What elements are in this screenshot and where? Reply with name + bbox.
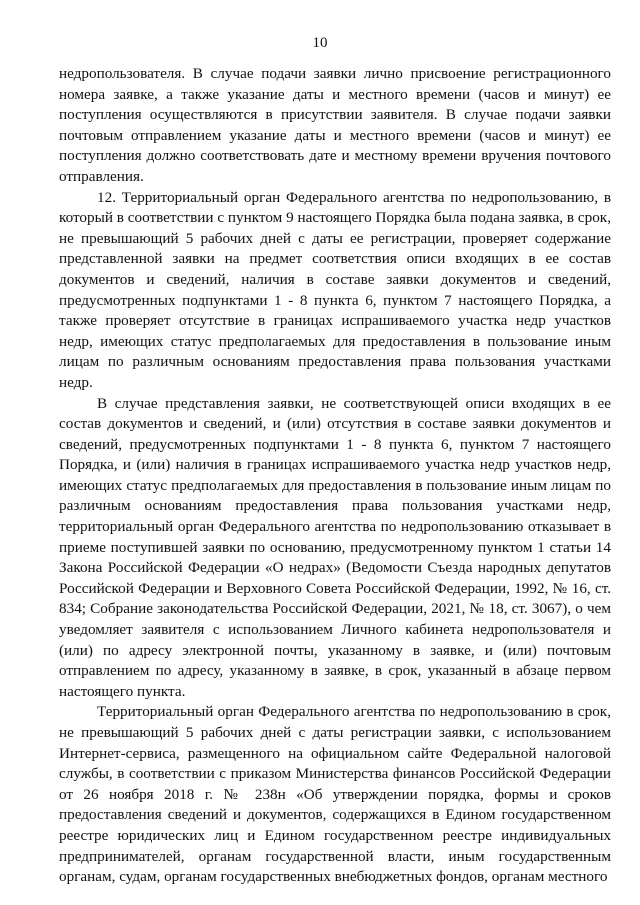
paragraph-continuation: недропользователя. В случае подачи заявки лично присвоение регистрационного номера заявке, а также указание даты и местного времени (часов и минут) ее поступления осуществляются в присутствии заявителя. В случае подачи заявки почтовым отправлением указание даты и местного времени (часов и минут) ее поступления должно соответствовать дате и местному времени вручения почтового отправления. [59,65,611,185]
paragraph-territorial-body-check: Территориальный орган Федерального агентства по недропользованию в срок, не превышающий 5 рабочих дней с даты регистрации заявки, с использованием Интернет-сервиса, размещенного на официальном сайте Федеральной налоговой службы, в соответствии с приказом Министерства финансов Российской Федерации от 26 ноября 2018 г. № 238н «Об утверждении порядка, формы и сроков предоставления сведений и документов, содержащихся в Едином государственном реестре юридических лиц и Едином государственном реестре индивидуальных предпринимателей, органам государственной власти, иным государственным органам, судам, органам государственных внебюджетных фондов, органам местного [59,703,611,886]
paragraph-refusal-conditions: В случае представления заявки, не соответствующей описи входящих в ее состав документов и сведений, и (или) отсутствия в составе заявки документов и сведений, предусмотренных подпунктами 1 - 8 пункта 6, пунктом 7 настоящего Порядка, и (или) наличия в границах испрашиваемого участка недр участков недр, имеющих статус предполагаемых для предоставления в пользование иным лицам по различным основаниям предоставления права пользования участками недр, территориальный орган Федерального агентства по недропользованию отказывает в приеме поступившей заявки по основанию, предусмотренному пунктом 1 статьи 14 Закона Российской Федерации «О недрах» (Ведомости Съезда народных депутатов Российской Федерации и Верховного Совета Российской Федерации, 1992, № 16, ст. 834; Собрание законодательства Российской Федерации, 2021, № 18, ст. 3067), о чем уведомляет заявителя с использованием Личного кабинета недропользователя и (или) по адресу электронной почты, указанному в заявке, и (или) почтовым отправлением по адресу, указанному в заявке, в срок, указанный в абзаце первом настоящего пункта. [59,394,611,700]
paragraph-item-12: 12. Территориальный орган Федерального агентства по недропользованию, в который в соответствии с пунктом 9 настоящего Порядка была подана заявка, в срок, не превышающий 5 рабочих дней с даты ее регистрации, проверяет содержание представленной заявки на предмет соответствия описи входящих в ее состав документов и сведений, наличия в составе заявки документов и сведений, предусмотренных подпунктами 1 - 8 пункта 6, пунктом 7 настоящего Порядка, а также проверяет отсутствие в границах испрашиваемого участка недр участков недр, имеющих статус предполагаемых для предоставления в пользование иным лицам по различным основаниям предоставления права пользования участками недр. [59,188,611,391]
body-text [59,64,611,888]
page-number: 10 [312,35,328,51]
